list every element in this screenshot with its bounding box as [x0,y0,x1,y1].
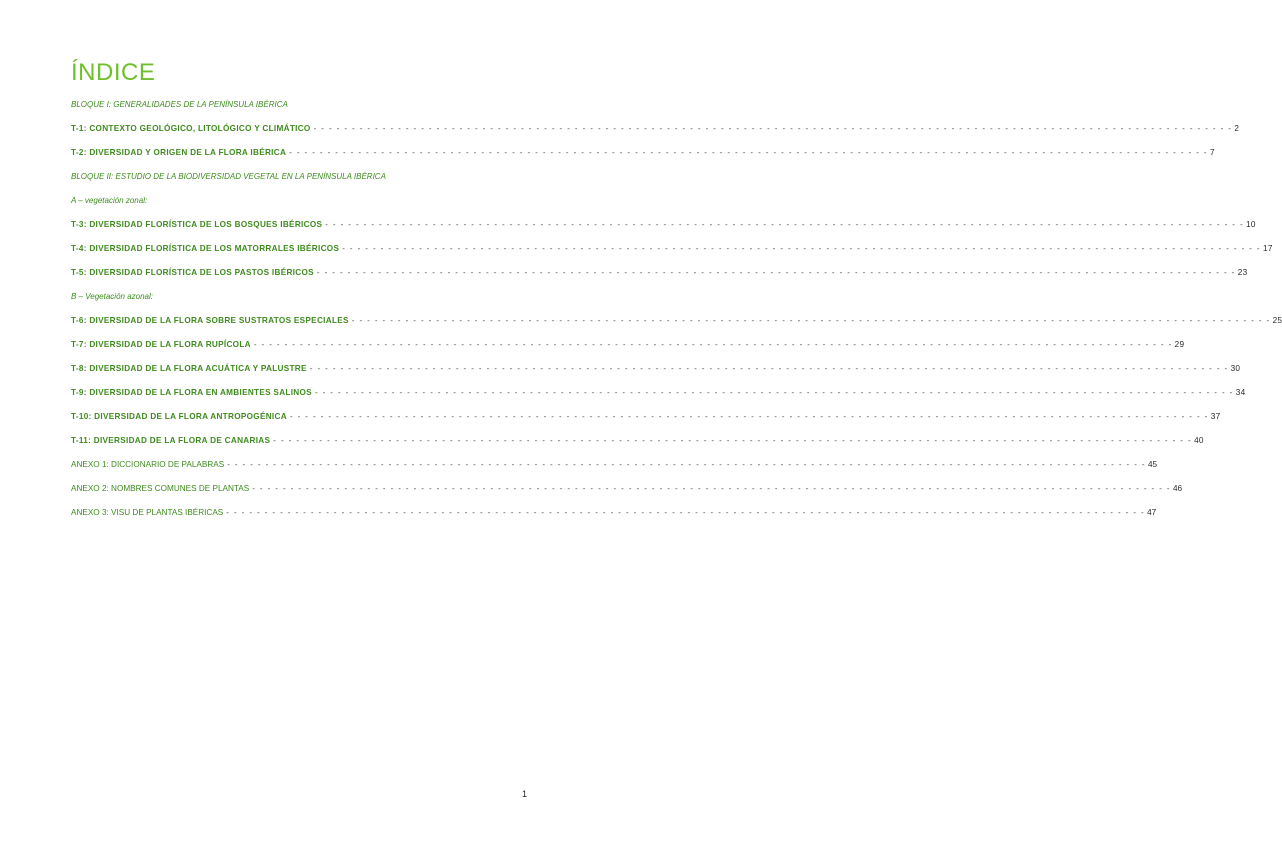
toc-page-number: 10 [1246,220,1256,229]
toc-entry-topic[interactable] [71,434,1204,448]
toc-page-number: 17 [1263,244,1273,253]
toc-entry-topic[interactable] [71,338,1185,352]
toc-section-heading [71,98,527,112]
toc-entry-title: T-4: DIVERSIDAD FLORÍSTICA DE LOS MATORRALES IBÉRICOS [71,244,340,253]
toc-entry-topic[interactable] [71,410,1221,424]
leader-dots: - - - - - - - - - - - - - - - - - - - - - - - - - - - - - - - - - - - - - - - - - - - - - - - - - - - - - - - - - - - - - - - - - - - - - - - - - - - - - - - - - - - - - - - - - - - - - - - - - - - - - - - - - - - - - - - - - - - - - - - - [226,508,1146,517]
leader-dots: - - - - - - - - - - - - - - - - - - - - - - - - - - - - - - - - - - - - - - - - - - - - - - - - - - - - - - - - - - - - - - - - - - - - - - - - - - - - - - - - - - - - - - - - - - - - - - - - - - - - - - - - - - - - - - - - - - - - - - - - [253,340,1173,349]
toc-section-heading [71,170,527,184]
toc-page-number: 47 [1147,508,1157,517]
toc-entry-title: A – vegetación zonal: [71,196,148,205]
toc-entry-title: BLOQUE II: ESTUDIO DE LA BIODIVERSIDAD VEGETAL EN LA PENÍNSULA IBÉRICA [71,172,386,181]
leader-dots: - - - - - - - - - - - - - - - - - - - - - - - - - - - - - - - - - - - - - - - - - - - - - - - - - - - - - - - - - - - - - - - - - - - - - - - - - - - - - - - - - - - - - - - - - - - - - - - - - - - - - - - - - - - - - - - - - - - - - - - - [314,388,1234,397]
toc-page-number: 25 [1272,316,1282,325]
toc-entry-title: T-5: DIVERSIDAD FLORÍSTICA DE LOS PASTOS IBÉRICOS [71,268,314,277]
toc-entry-title: BLOQUE I: GENERALIDADES DE LA PENÍNSULA IBÉRICA [71,100,288,109]
toc-page-number: 2 [1234,124,1240,133]
toc-entry-topic[interactable] [71,362,1241,376]
page-number: 1 [522,789,528,799]
toc-entry-title: T-2: DIVERSIDAD Y ORIGEN DE LA FLORA IBÉRICA [71,148,287,157]
toc-entry-topic[interactable] [71,146,1215,160]
toc-entry-title: T-7: DIVERSIDAD DE LA FLORA RUPÍCOLA [71,340,251,349]
toc-entry-annex[interactable] [71,458,1158,472]
toc-page-number: 46 [1173,484,1183,493]
leader-dots: - - - - - - - - - - - - - - - - - - - - - - - - - - - - - - - - - - - - - - - - - - - - - - - - - - - - - - - - - - - - - - - - - - - - - - - - - - - - - - - - - - - - - - - - - - - - - - - - - - - - - - - - - - - - - - - - - - - - - - - - [289,412,1209,421]
leader-dots: - - - - - - - - - - - - - - - - - - - - - - - - - - - - - - - - - - - - - - - - - - - - - - - - - - - - - - - - - - - - - - - - - - - - - - - - - - - - - - - - - - - - - - - - - - - - - - - - - - - - - - - - - - - - - - - - - - - - - - - - [309,364,1229,373]
toc-entry-title: T-9: DIVERSIDAD DE LA FLORA EN AMBIENTES SALINOS [71,388,312,397]
toc-page-number: 7 [1209,148,1215,157]
leader-dots: - - - - - - - - - - - - - - - - - - - - - - - - - - - - - - - - - - - - - - - - - - - - - - - - - - - - - - - - - - - - - - - - - - - - - - - - - - - - - - - - - - - - - - - - - - - - - - - - - - - - - - - - - - - - - - - - - - - - - - - - [325,220,1245,229]
toc-entry-title: T-10: DIVERSIDAD DE LA FLORA ANTROPOGÉNICA [71,412,287,421]
toc-entry-title: ANEXO 3: VISU DE PLANTAS IBÉRICAS [71,508,224,517]
leader-dots: - - - - - - - - - - - - - - - - - - - - - - - - - - - - - - - - - - - - - - - - - - - - - - - - - - - - - - - - - - - - - - - - - - - - - - - - - - - - - - - - - - - - - - - - - - - - - - - - - - - - - - - - - - - - - - - - - - - - - - - - [342,244,1262,253]
toc-entry-topic[interactable] [71,242,1273,256]
page-title: ÍNDICE [71,59,156,86]
toc-subheading [71,290,527,304]
toc-entry-topic[interactable] [71,314,1282,328]
toc-entry-topic[interactable] [71,122,1240,136]
toc-entry-title: ANEXO 2: NOMBRES COMUNES DE PLANTAS [71,484,250,493]
toc-entry-annex[interactable] [71,482,1183,496]
leader-dots: - - - - - - - - - - - - - - - - - - - - - - - - - - - - - - - - - - - - - - - - - - - - - - - - - - - - - - - - - - - - - - - - - - - - - - - - - - - - - - - - - - - - - - - - - - - - - - - - - - - - - - - - - - - - - - - - - - - - - - - - [313,124,1233,133]
toc-page-number: 30 [1230,364,1241,373]
leader-dots: - - - - - - - - - - - - - - - - - - - - - - - - - - - - - - - - - - - - - - - - - - - - - - - - - - - - - - - - - - - - - - - - - - - - - - - - - - - - - - - - - - - - - - - - - - - - - - - - - - - - - - - - - - - - - - - - - - - - - - - - [227,460,1146,469]
toc-page-number: 34 [1235,388,1246,397]
toc-page-number: 45 [1147,460,1158,469]
toc-entry-title: T-6: DIVERSIDAD DE LA FLORA SOBRE SUSTRATOS ESPECIALES [71,316,349,325]
leader-dots: - - - - - - - - - - - - - - - - - - - - - - - - - - - - - - - - - - - - - - - - - - - - - - - - - - - - - - - - - - - - - - - - - - - - - - - - - - - - - - - - - - - - - - - - - - - - - - - - - - - - - - - - - - - - - - - - - - - - - - - - [252,484,1171,493]
leader-dots: - - - - - - - - - - - - - - - - - - - - - - - - - - - - - - - - - - - - - - - - - - - - - - - - - - - - - - - - - - - - - - - - - - - - - - - - - - - - - - - - - - - - - - - - - - - - - - - - - - - - - - - - - - - - - - - - - - - - - - - - [316,268,1236,277]
leader-dots: - - - - - - - - - - - - - - - - - - - - - - - - - - - - - - - - - - - - - - - - - - - - - - - - - - - - - - - - - - - - - - - - - - - - - - - - - - - - - - - - - - - - - - - - - - - - - - - - - - - - - - - - - - - - - - - - - - - - - - - - [273,436,1193,445]
toc-entry-title: T-1: CONTEXTO GEOLÓGICO, LITOLÓGICO Y CLIMÁTICO [71,124,311,133]
toc-entry-title: ANEXO 1: DICCIONARIO DE PALABRAS [71,460,225,469]
leader-dots: - - - - - - - - - - - - - - - - - - - - - - - - - - - - - - - - - - - - - - - - - - - - - - - - - - - - - - - - - - - - - - - - - - - - - - - - - - - - - - - - - - - - - - - - - - - - - - - - - - - - - - - - - - - - - - - - - - - - - - - - [351,316,1271,325]
toc-page-number: 40 [1194,436,1204,445]
toc-entry-topic[interactable] [71,266,1248,280]
toc-page-number: 29 [1174,340,1185,349]
toc-entry-title: B – Vegetación azonal: [71,292,153,301]
toc-entry-topic[interactable] [71,218,1256,232]
toc-entry-title: T-3: DIVERSIDAD FLORÍSTICA DE LOS BOSQUES IBÉRICOS [71,220,323,229]
toc-entry-title: T-11: DIVERSIDAD DE LA FLORA DE CANARIAS [71,436,271,445]
toc-page-number: 37 [1210,412,1221,421]
toc-entry-annex[interactable] [71,506,1157,520]
toc-page-number: 23 [1237,268,1248,277]
toc-subheading [71,194,527,208]
toc-entry-topic[interactable] [71,386,1246,400]
toc-entry-title: T-8: DIVERSIDAD DE LA FLORA ACUÁTICA Y PALUSTRE [71,364,307,373]
leader-dots: - - - - - - - - - - - - - - - - - - - - - - - - - - - - - - - - - - - - - - - - - - - - - - - - - - - - - - - - - - - - - - - - - - - - - - - - - - - - - - - - - - - - - - - - - - - - - - - - - - - - - - - - - - - - - - - - - - - - - - - - [289,148,1208,157]
